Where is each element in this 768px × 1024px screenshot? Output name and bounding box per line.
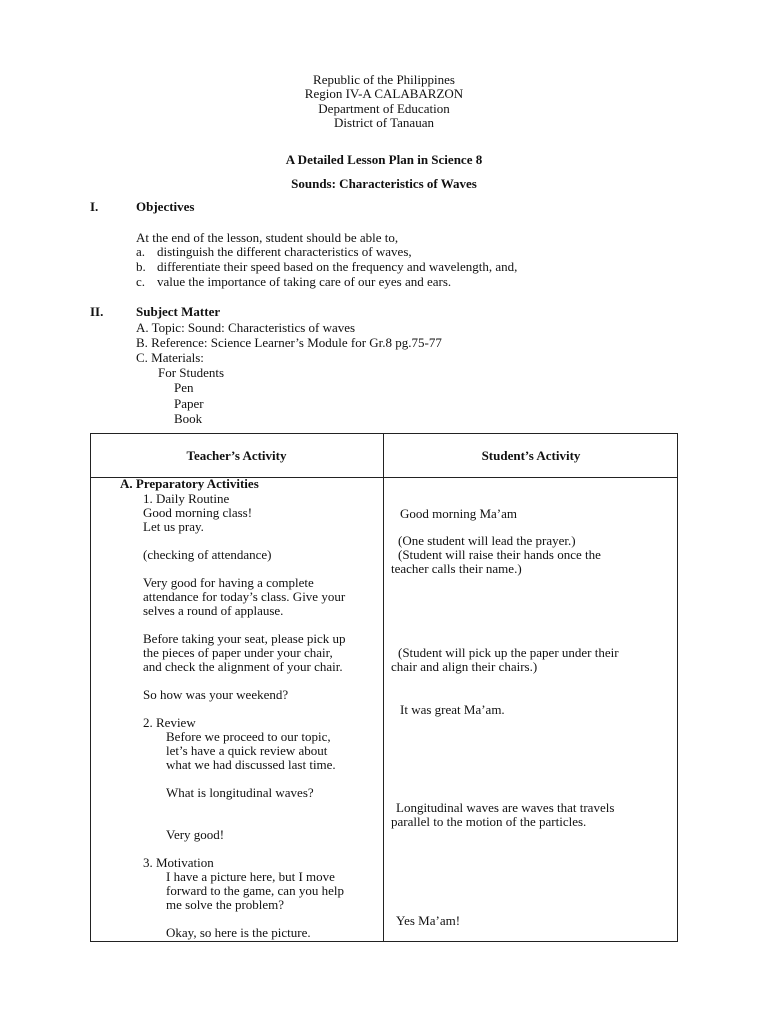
student-line: parallel to the motion of the particles. [391, 814, 587, 829]
objective-marker-b: b. [136, 259, 146, 274]
teacher-line: Let us pray. [143, 519, 204, 534]
objective-marker-a: a. [136, 244, 146, 259]
subject-materials: C. Materials: [136, 350, 204, 365]
teacher-line: Before we proceed to our topic, [166, 729, 331, 744]
teacher-line: what we had discussed last time. [166, 757, 336, 772]
daily-routine-heading: 1. Daily Routine [143, 491, 230, 506]
objective-marker-c: c. [136, 274, 146, 289]
student-line: (One student will lead the prayer.) [398, 533, 576, 548]
material-item: Book [174, 411, 203, 426]
header-line-republic: Republic of the Philippines [313, 72, 455, 87]
teacher-line: So how was your weekend? [143, 687, 289, 702]
teacher-line: Very good for having a complete [143, 575, 314, 590]
objective-text-b: differentiate their speed based on the frequency and wavelength, and, [157, 259, 518, 274]
teacher-line: me solve the problem? [166, 897, 285, 912]
teacher-line: Before taking your seat, please pick up [143, 631, 346, 646]
student-line: It was great Ma’am. [400, 702, 505, 717]
teacher-line: attendance for today’s class. Give your [143, 589, 346, 604]
teacher-line: the pieces of paper under your chair, [143, 645, 333, 660]
subject-matter-heading: Subject Matter [136, 304, 221, 319]
objective-text-a: distinguish the different characteristics of waves, [157, 244, 412, 259]
student-line: Good morning Ma’am [400, 506, 517, 521]
header-line-department: Department of Education [318, 101, 450, 116]
student-line: teacher calls their name.) [391, 561, 522, 576]
motivation-heading: 3. Motivation [143, 855, 214, 870]
teacher-line: and check the alignment of your chair. [143, 659, 343, 674]
student-line: Yes Ma’am! [396, 913, 461, 928]
objective-text-c: value the importance of taking care of our eyes and ears. [157, 274, 452, 289]
teacher-line: Okay, so here is the picture. [166, 925, 311, 940]
teacher-line: (checking of attendance) [143, 547, 272, 562]
review-heading: 2. Review [143, 715, 196, 730]
document-subtitle: Sounds: Characteristics of Waves [291, 176, 477, 191]
subject-reference: B. Reference: Science Learner’s Module for Gr.8 pg.75-77 [136, 335, 442, 350]
material-item: Pen [174, 380, 194, 395]
materials-for-students: For Students [158, 365, 225, 380]
material-item: Paper [174, 396, 204, 411]
teacher-line: let’s have a quick review about [166, 743, 328, 758]
teacher-line: forward to the game, can you help [166, 883, 344, 898]
student-line: (Student will raise their hands once the [398, 547, 601, 562]
teacher-line: selves a round of applause. [143, 603, 284, 618]
section-preparatory-activities: A. Preparatory Activities [120, 476, 259, 491]
teacher-activity-header: Teacher’s Activity [186, 448, 287, 463]
table-column-divider [383, 433, 384, 942]
teacher-line: Very good! [166, 827, 225, 842]
objectives-intro: At the end of the lesson, student should be able to, [136, 230, 399, 245]
objectives-heading: Objectives [136, 199, 195, 214]
student-line: (Student will pick up the paper under their [398, 645, 619, 660]
subject-matter-numeral: II. [90, 304, 104, 319]
subject-topic: A. Topic: Sound: Characteristics of waves [136, 320, 356, 335]
objectives-numeral: I. [90, 199, 99, 214]
document-title: A Detailed Lesson Plan in Science 8 [285, 152, 483, 167]
student-line: Longitudinal waves are waves that travels [396, 800, 615, 815]
teacher-line: What is longitudinal waves? [166, 785, 314, 800]
student-activity-header: Student’s Activity [481, 448, 581, 463]
header-line-district: District of Tanauan [334, 115, 434, 130]
teacher-line: Good morning class! [143, 505, 253, 520]
teacher-line: I have a picture here, but I move [166, 869, 335, 884]
header-line-region: Region IV-A CALABARZON [304, 86, 464, 101]
student-line: chair and align their chairs.) [391, 659, 538, 674]
